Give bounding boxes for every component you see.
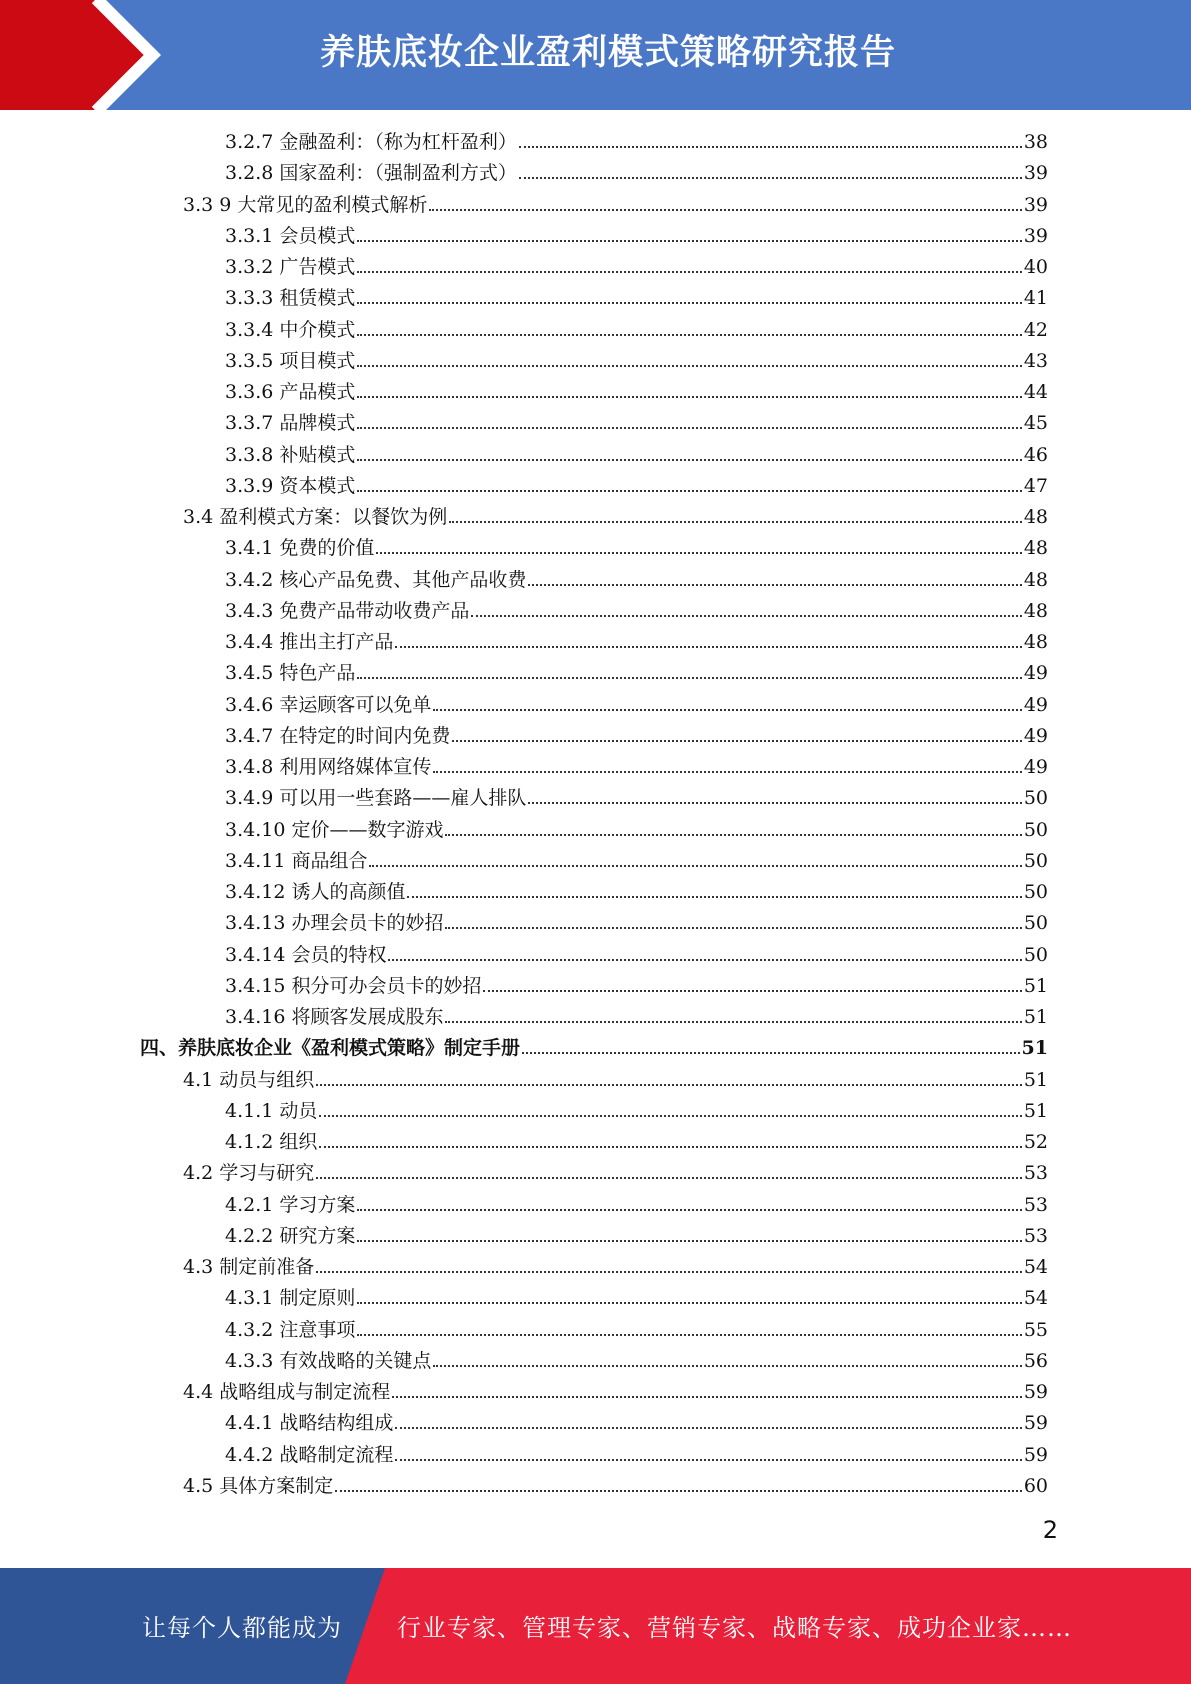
toc-entry-page: 50 [1023,849,1048,872]
toc-dot-leader [471,615,1021,617]
toc-dot-leader [357,334,1021,336]
toc-entry-page: 40 [1023,256,1048,278]
toc-entry-page: 50 [1023,943,1048,966]
toc-entry-page: 51 [1023,1068,1048,1091]
toc-entry-label: 4.3.2 注意事项 [225,1318,356,1341]
toc-entry-page: 59 [1023,1381,1048,1403]
toc-entry-page: 55 [1023,1318,1048,1341]
toc-entry[interactable] [225,1096,1048,1127]
toc-entry[interactable] [225,471,1048,502]
toc-dot-leader [357,427,1021,429]
toc-entry[interactable] [225,846,1048,877]
toc-dot-leader [357,1240,1021,1242]
toc-entry[interactable] [225,1190,1048,1221]
toc-dot-leader [392,1396,1022,1398]
toc-entry-label: 3.3.6 产品模式 [225,381,356,403]
toc-entry[interactable] [183,1158,1048,1189]
toc-entry[interactable] [225,533,1048,564]
toc-entry-label: 3.4.14 会员的特权 [225,943,387,966]
footer-tagline: 行业专家、管理专家、营销专家、战略专家、成功企业家…… [397,1614,1072,1642]
toc-entry-label: 3.4.12 诱人的高颜值 [225,881,406,903]
toc-entry-label: 3.4.2 核心产品免费、其他产品收费 [225,568,527,591]
toc-entry-page: 41 [1023,287,1048,310]
toc-entry[interactable] [225,690,1048,721]
toc-entry-page: 48 [1023,599,1048,622]
toc-dot-leader [357,302,1021,304]
toc-entry[interactable] [183,1065,1048,1096]
toc-entry-page: 43 [1023,349,1048,372]
toc-dot-leader [335,1490,1022,1492]
toc-entry-label: 3.4.1 免费的价值 [225,537,375,560]
toc-dot-leader [357,1334,1021,1336]
toc-entry[interactable] [183,1471,1048,1502]
toc-dot-leader [452,740,1021,742]
toc-entry[interactable] [225,377,1048,408]
toc-entry-page: 39 [1023,162,1048,185]
toc-entry[interactable] [225,1346,1048,1377]
toc-entry[interactable] [225,1283,1048,1314]
toc-entry-page: 50 [1023,818,1048,841]
toc-entry-label: 3.4.5 特色产品 [225,662,356,685]
toc-entry[interactable] [225,658,1048,689]
toc-entry-label: 4.1.1 动员 [225,1099,318,1122]
toc-entry-page: 38 [1023,131,1048,153]
toc-entry-label: 4.1.2 组织 [225,1131,318,1153]
toc-entry[interactable] [225,783,1048,814]
toc-entry-label: 3.4.8 利用网络媒体宣传 [225,756,432,778]
toc-dot-leader [357,1302,1021,1304]
toc-entry-label: 3.3.4 中介模式 [225,318,356,341]
toc-entry-page: 47 [1023,474,1048,497]
toc-entry-page: 49 [1023,662,1048,685]
toc-entry[interactable] [225,1408,1048,1439]
toc-entry[interactable] [225,346,1048,377]
toc-entry-label: 3.3.8 补贴模式 [225,443,356,466]
toc-entry-label: 3.3.3 租赁模式 [225,287,356,310]
toc-entry[interactable] [225,971,1048,1002]
toc-entry-label: 4.4 战略组成与制定流程 [183,1381,391,1403]
toc-entry-label: 3.4.11 商品组合 [225,849,368,872]
toc-entry[interactable] [225,1221,1048,1252]
toc-entry-label: 四、养肤底妆企业《盈利模式策略》制定手册 [140,1037,521,1060]
toc-dot-leader [445,1021,1021,1023]
toc-entry[interactable] [225,158,1048,189]
toc-dot-leader [433,1365,1021,1367]
toc-entry-page: 60 [1023,1474,1048,1497]
toc-entry-page: 46 [1023,443,1048,466]
toc-entry-page: 48 [1023,631,1048,653]
toc-dot-leader [522,1052,1020,1054]
toc-dot-leader [528,802,1021,804]
toc-entry[interactable] [225,252,1048,283]
page-number: 2 [1042,1516,1058,1544]
toc-entry[interactable] [225,721,1048,752]
toc-dot-leader [388,959,1021,961]
toc-dot-leader [483,990,1021,992]
toc-dot-leader [395,1427,1021,1429]
toc-entry-page: 49 [1023,693,1048,716]
toc-entry-page: 56 [1023,1349,1048,1372]
toc-entry-label: 3.4.3 免费产品带动收费产品 [225,599,470,622]
toc-entry-label: 3.4.16 将顾客发展成股东 [225,1006,444,1028]
toc-entry-page: 49 [1023,724,1048,747]
toc-dot-leader [449,521,1022,523]
toc-entry-label: 3.3.7 品牌模式 [225,412,356,435]
toc-dot-leader [429,209,1021,211]
toc-entry-label: 4.2.1 学习方案 [225,1193,356,1216]
toc-dot-leader [357,396,1021,398]
toc-entry[interactable] [225,315,1048,346]
toc-entry-label: 3.2.7 金融盈利：（称为杠杆盈利） [225,131,517,153]
toc-dot-leader [519,146,1022,148]
toc-entry-label: 4.3.1 制定原则 [225,1287,356,1310]
footer-slogan: 让每个人都能成为 [142,1614,342,1642]
toc-entry-page: 59 [1023,1412,1048,1435]
toc-dot-leader [357,459,1021,461]
toc-entry-label: 3.4.7 在特定的时间内免费 [225,724,451,747]
toc-entry-label: 3.3.5 项目模式 [225,349,356,372]
toc-entry-label: 4.4.2 战略制定流程 [225,1443,394,1466]
toc-entry-page: 53 [1023,1162,1048,1185]
toc-entry-page: 51 [1023,1006,1048,1028]
toc-entry[interactable] [225,440,1048,471]
toc-entry-label: 4.4.1 战略结构组成 [225,1412,394,1435]
toc-entry-label: 4.2.2 研究方案 [225,1224,356,1247]
toc-entry[interactable] [225,221,1048,252]
toc-dot-leader [316,1271,1022,1273]
toc-entry[interactable] [225,877,1048,908]
toc-entry[interactable] [225,1002,1048,1033]
toc-dot-leader [519,177,1022,179]
toc-entry[interactable] [225,1315,1048,1346]
toc-entry-page: 50 [1023,881,1048,903]
page-title: 养肤底妆企业盈利模式策略研究报告 [319,33,896,73]
toc-entry[interactable] [225,565,1048,596]
footer-banner [0,1568,1191,1684]
toc-dot-leader [407,896,1021,898]
toc-entry-page: 51 [1021,1037,1048,1060]
toc-dot-leader [357,490,1021,492]
toc-entry-page: 49 [1023,756,1048,778]
toc-entry[interactable] [225,127,1048,158]
toc-entry-label: 4.3 制定前准备 [183,1256,315,1278]
toc-entry-label: 4.3.3 有效战略的关键点 [225,1349,432,1372]
toc-entry-label: 3.4 盈利模式方案：以餐饮为例 [183,506,448,528]
toc-entry-label: 3.4.6 幸运顾客可以免单 [225,693,432,716]
toc-entry-page: 50 [1023,787,1048,810]
toc-entry[interactable] [225,596,1048,627]
toc-entry-page: 48 [1023,568,1048,591]
toc-entry-page: 59 [1023,1443,1048,1466]
toc-entry[interactable] [183,1252,1048,1283]
toc-entry[interactable] [225,940,1048,971]
toc-entry-label: 4.2 学习与研究 [183,1162,315,1185]
toc-entry-label: 3.3 9 大常见的盈利模式解析 [183,193,428,216]
toc-entry[interactable] [225,752,1048,783]
toc-dot-leader [357,677,1021,679]
toc-dot-leader [433,709,1021,711]
toc-entry-page: 54 [1023,1256,1048,1278]
toc-entry-label: 3.3.2 广告模式 [225,256,356,278]
toc-entry[interactable] [225,1127,1048,1158]
toc-entry-page: 45 [1023,412,1048,435]
toc-dot-leader [316,1177,1022,1179]
toc-entry[interactable] [225,815,1048,846]
toc-entry-page: 54 [1023,1287,1048,1310]
toc-entry-page: 53 [1023,1193,1048,1216]
toc-entry[interactable] [225,283,1048,314]
toc-entry-page: 44 [1023,381,1048,403]
toc-dot-leader [357,365,1021,367]
toc-dot-leader [395,1459,1021,1461]
toc-entry[interactable] [183,190,1048,221]
toc-entry-label: 3.4.13 办理会员卡的妙招 [225,912,444,935]
toc-dot-leader [445,927,1021,929]
toc-entry[interactable] [225,408,1048,439]
toc-entry-page: 39 [1023,224,1048,247]
toc-entry[interactable] [225,627,1048,658]
toc-entry[interactable] [183,502,1048,533]
toc-dot-leader [316,1084,1022,1086]
toc-entry-page: 53 [1023,1224,1048,1247]
toc-dot-leader [376,552,1021,554]
toc-entry-label: 3.3.9 资本模式 [225,474,356,497]
toc-entry-label: 3.2.8 国家盈利：（强制盈利方式） [225,162,517,185]
toc-entry-label: 4.1 动员与组织 [183,1068,315,1091]
toc-entry-label: 3.3.1 会员模式 [225,224,356,247]
toc-dot-leader [369,865,1021,867]
toc-dot-leader [357,1209,1021,1211]
toc-dot-leader [395,646,1021,648]
toc-dot-leader [445,834,1021,836]
toc-entry-label: 3.4.10 定价——数字游戏 [225,818,444,841]
toc-entry[interactable] [225,908,1048,939]
toc-entry-page: 51 [1023,974,1048,997]
toc-dot-leader [528,584,1021,586]
toc-dot-leader [357,271,1021,273]
toc-dot-leader [319,1115,1021,1117]
toc-entry-label: 3.4.4 推出主打产品 [225,631,394,653]
toc-entry-page: 42 [1023,318,1048,341]
toc-entry-label: 3.4.9 可以用一些套路——雇人排队 [225,787,527,810]
toc-entry-page: 50 [1023,912,1048,935]
toc-dot-leader [357,240,1021,242]
toc-entry-page: 52 [1023,1131,1048,1153]
toc-entry-label: 3.4.15 积分可办会员卡的妙招 [225,974,482,997]
toc-entry-page: 51 [1023,1099,1048,1122]
toc-entry-page: 48 [1023,537,1048,560]
header-banner [0,0,1191,110]
toc-entry[interactable] [225,1440,1048,1471]
toc-dot-leader [319,1146,1021,1148]
toc-entry-page: 48 [1023,506,1048,528]
toc-dot-leader [433,771,1021,773]
toc-entry[interactable] [183,1377,1048,1408]
toc-entry-label: 4.5 具体方案制定 [183,1474,334,1497]
toc-entry[interactable] [140,1033,1048,1064]
toc-entry-page: 39 [1023,193,1048,216]
